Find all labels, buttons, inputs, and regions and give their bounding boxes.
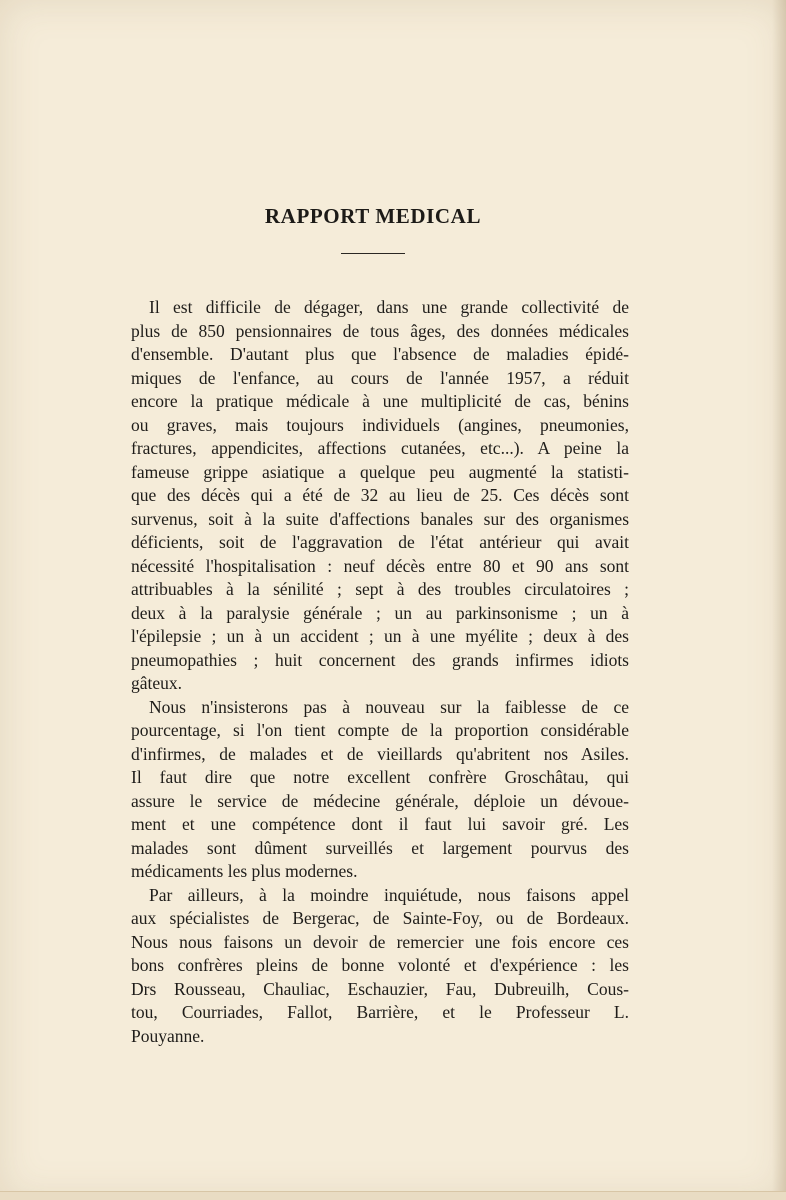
- text-line: pourcentage, si l'on tient compte de la proportion considérable: [131, 720, 629, 740]
- text-line: Par ailleurs, à la moindre inquiétude, nous faisons appel: [149, 884, 629, 905]
- text-line: d'ensemble. D'autant plus que l'absence de maladies épidé-: [131, 344, 629, 364]
- text-line: Il est difficile de dégager, dans une grande collectivité de: [149, 297, 629, 317]
- text-line: survenus, soit à la suite d'affections banales sur des organismes: [131, 508, 629, 529]
- text-line: ou graves, mais toujours individuels (angines, pneumonies,: [131, 414, 629, 435]
- text-line: l'épilepsie ; un à un accident ; un à une myélite ; deux à des: [131, 626, 629, 646]
- text-line: malades sont dûment surveillés et largement pourvus des: [131, 837, 629, 858]
- text-line: aux spécialistes de Bergerac, de Sainte-Foy, ou de Bordeaux.: [131, 908, 629, 928]
- paragraph-3: [131, 884, 629, 1049]
- text-line: nécessité l'hospitalisation : neuf décès entre 80 et 90 ans sont: [131, 555, 629, 576]
- text-line: Drs Rousseau, Chauliac, Eschauzier, Fau, Dubreuilh, Cous-: [131, 978, 629, 999]
- page-bottom-edge: [0, 1191, 786, 1200]
- text-line: Pouyanne.: [131, 1025, 205, 1046]
- paragraph-1: [131, 296, 629, 696]
- text-line: fameuse grippe asiatique a quelque peu augmenté la statisti-: [131, 461, 629, 482]
- text-line: que des décès qui a été de 32 au lieu de 25. Ces décès sont: [131, 485, 629, 505]
- text-line: pneumopathies ; huit concernent des grands infirmes idiots: [131, 649, 629, 670]
- text-line: encore la pratique médicale à une multiplicité de cas, bénins: [131, 391, 629, 411]
- text-line: ment et une compétence dont il faut lui savoir gré. Les: [131, 814, 629, 834]
- text-line: Nous n'insisterons pas à nouveau sur la faiblesse de ce: [149, 696, 629, 717]
- text-line: deux à la paralysie générale ; un au parkinsonisme ; un à: [131, 602, 629, 623]
- title-divider: [341, 253, 405, 254]
- text-line: tou, Courriades, Fallot, Barrière, et le Professeur L.: [131, 1002, 629, 1022]
- text-line: plus de 850 pensionnaires de tous âges, des données médicales: [131, 320, 629, 341]
- page-title: RAPPORT MEDICAL: [264, 204, 482, 228]
- text-line: miques de l'enfance, au cours de l'année 1957, a réduit: [131, 367, 629, 388]
- text-line: Il faut dire que notre excellent confrère Groschâtau, qui: [131, 767, 629, 787]
- text-line: gâteux.: [131, 673, 183, 693]
- paragraph-2: [131, 696, 629, 884]
- text-line: attribuables à la sénilité ; sept à des troubles circulatoires ;: [131, 579, 629, 599]
- page-edge-shadow: [772, 0, 786, 1200]
- text-line: déficients, soit de l'aggravation de l'état antérieur qui avait: [131, 532, 629, 552]
- text-line: Nous nous faisons un devoir de remercier une fois encore ces: [131, 931, 629, 952]
- report-body: [131, 296, 629, 1048]
- text-line: médicaments les plus modernes.: [131, 861, 358, 881]
- text-line: fractures, appendicites, affections cutanées, etc...). A peine la: [131, 438, 629, 458]
- text-line: assure le service de médecine générale, déploie un dévoue-: [131, 790, 629, 811]
- text-line: d'infirmes, de malades et de vieillards qu'abritent nos Asiles.: [131, 743, 629, 764]
- text-line: bons confrères pleins de bonne volonté et d'expérience : les: [131, 955, 629, 975]
